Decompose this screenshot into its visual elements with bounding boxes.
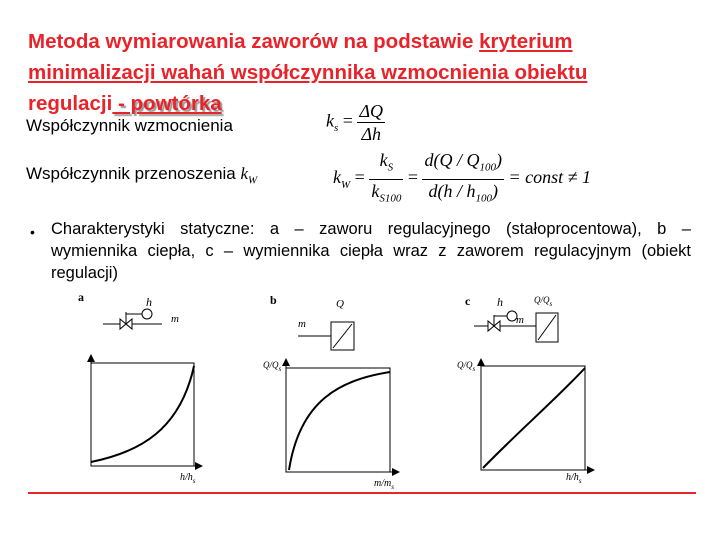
diagram-b-Q: Q xyxy=(336,298,344,310)
plot-b xyxy=(286,362,396,472)
diagram-c-h: h xyxy=(497,295,503,309)
f1-denominator: k xyxy=(371,180,380,201)
diagram-a-xlabel-sub: s xyxy=(192,477,196,485)
diagram-b-ylabel-text: Q/Q xyxy=(263,360,279,370)
diagram-b-xlabel-text: m/m xyxy=(374,478,392,489)
diagram-b-letter: b xyxy=(270,293,277,307)
diagram-c-ylabel-sub: s xyxy=(472,364,476,373)
diagram-c-QQ-text: Q/Q xyxy=(534,295,550,305)
plot-a-curve xyxy=(91,366,194,462)
diagram-b-ylabel-sub: s xyxy=(278,364,282,373)
diagram-c-xlabel xyxy=(566,472,582,485)
diagram-a-xlabel xyxy=(180,472,196,485)
diagram-c-letter: c xyxy=(465,294,471,308)
f2-numerator-sub: 100 xyxy=(479,161,496,174)
valve-a xyxy=(103,309,162,329)
transfer-lhs-sub: W xyxy=(341,178,351,191)
gain-denominator: Δh xyxy=(361,124,382,144)
diagram-c-ylabel xyxy=(457,360,475,373)
transfer-rhs: = const ≠ 1 xyxy=(508,167,592,188)
gain-label: Współczynnik wzmocnienia xyxy=(26,116,233,135)
diagram-c-m: m xyxy=(516,314,524,326)
plot-b-curve xyxy=(289,372,390,470)
exchanger-b xyxy=(298,322,354,350)
title-part-2: kryterium xyxy=(479,30,573,53)
diagram-b-m: m xyxy=(298,318,306,330)
bottom-divider xyxy=(28,492,696,494)
valve-a-actuator xyxy=(142,309,152,319)
gain-formula: $k_s$ = $\frac{\Delta Q}{\Delta h}$ xyxy=(326,101,384,144)
gain-numerator: ΔQ xyxy=(359,101,384,121)
diagram-b-xlabel-sub: s xyxy=(391,483,394,491)
diagram-c-ylabel-text: Q/Q xyxy=(457,360,473,370)
gain-lhs: k xyxy=(326,110,334,131)
diagram-a-m: m xyxy=(171,313,179,325)
diagram-a-letter: a xyxy=(78,290,84,304)
f1-numerator-sub: S xyxy=(387,161,394,174)
title-part-1: Metoda wymiarowania zaworów na podstawie xyxy=(28,30,480,53)
diagram-b-ylabel xyxy=(263,360,281,373)
diagram-a-h: h xyxy=(146,295,152,309)
f2-denominator: d(h / h xyxy=(428,180,476,201)
plot-c-curve xyxy=(483,368,585,468)
gain-lhs-sub: s xyxy=(334,122,339,135)
diagram-a-xlabel-text: h/h xyxy=(180,472,193,483)
transfer-formula: $k_W$ = $\frac{k_S}{k_{S100}}$ = $\frac{d(Q / Q_{100})}{d(h / h_{100})}$ = const ≠ 1 xyxy=(333,149,591,209)
transfer-symbol-sub: W xyxy=(248,174,258,187)
diagram-c-xlabel-sub: s xyxy=(578,477,582,485)
f2-numerator: d(Q / Q xyxy=(424,150,480,170)
title-part-3: minimalizacji wahań współczynnika wzmocnienia obiektu xyxy=(28,61,588,84)
transfer-fraction-2: $\frac{d(Q / Q_{100})}{d(h / h_{100})}$ xyxy=(424,150,502,205)
title-part-5: - powtórka xyxy=(112,92,222,115)
plot-c xyxy=(481,362,591,470)
plot-a xyxy=(91,358,199,466)
diagram-c-QQ-sub: s xyxy=(549,299,553,308)
diagram-c-QQ xyxy=(534,295,552,308)
title-part-4: regulacji xyxy=(28,92,113,115)
description: Charakterystyki statyczne: a – zaworu regulacyjnego (stałoprocentowa), b – wymiennika ciepła, c – wymiennika ciepła wraz z zaworem regulacyjnym (obiekt regulacji) xyxy=(51,220,691,282)
bullet: • xyxy=(30,224,35,240)
diagram-b-xlabel xyxy=(374,478,394,491)
f2-denominator-sub: 100 xyxy=(475,192,492,205)
f1-denominator-sub: S100 xyxy=(379,192,402,205)
transfer-label: Współczynnik przenoszenia xyxy=(26,164,236,183)
diagram-c-xlabel-text: h/h xyxy=(566,472,579,483)
transfer-symbol-base: k xyxy=(240,164,249,183)
transfer-lhs: k xyxy=(333,167,341,188)
f1-numerator: k xyxy=(379,150,388,170)
